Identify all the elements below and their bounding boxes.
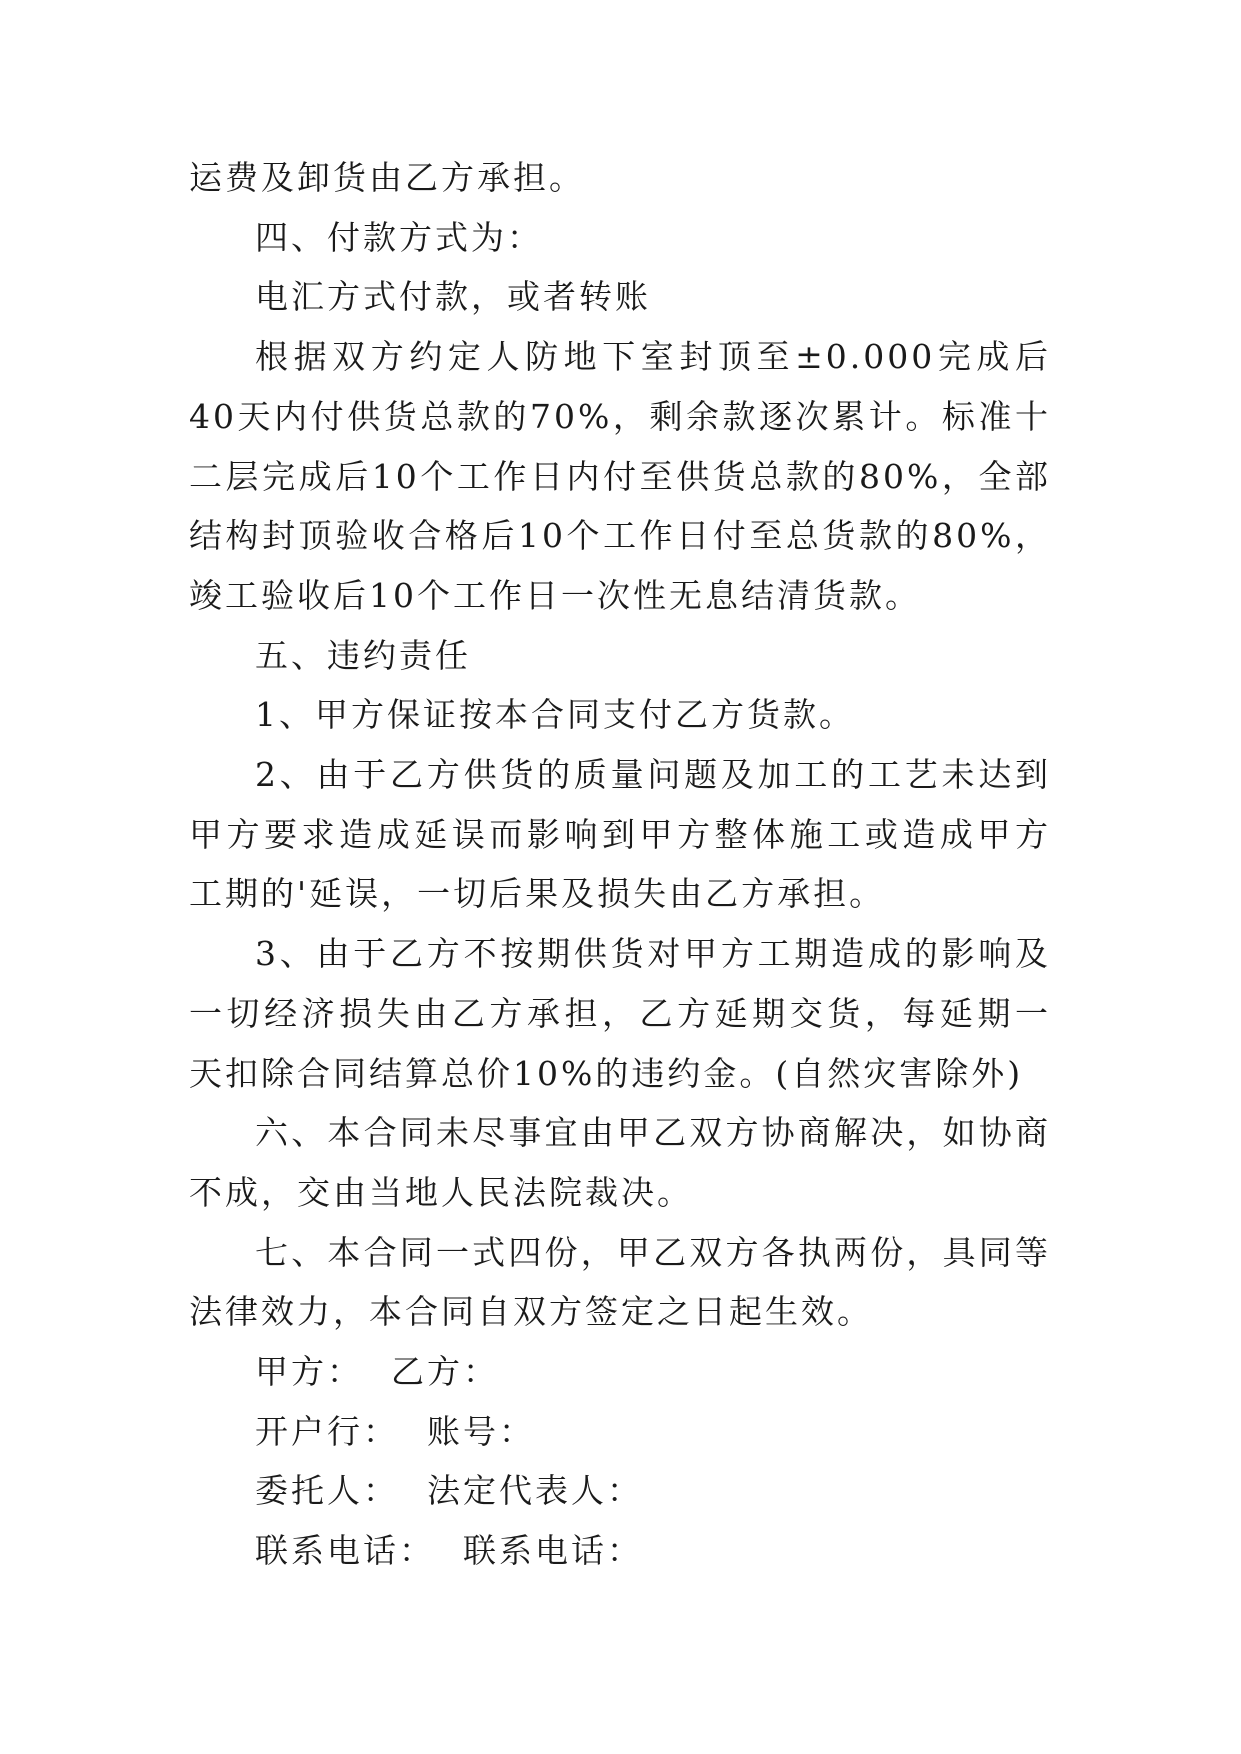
signature-row-party xyxy=(189,1342,1051,1402)
signature-row-bank xyxy=(189,1402,1051,1462)
party-a-label: 甲方： xyxy=(255,1352,363,1392)
bank-label: 开户行： xyxy=(255,1411,399,1451)
contract-body xyxy=(189,148,1051,1581)
heading-payment-method: 四、付款方式为： xyxy=(255,217,543,257)
clause-1: 1、甲方保证按本合同支付乙方货款。 xyxy=(255,695,855,735)
clause-six-disputes: 六、本合同未尽事宜由甲乙双方协商解决，如协商不成，交由当地人民法院裁决。 xyxy=(189,1113,1051,1212)
party-b-label: 乙方： xyxy=(391,1352,499,1392)
clause-2: 2、由于乙方供货的质量问题及加工的工艺未达到甲方要求造成延误而影响到甲方整体施工或造成甲方工期的'延误，一切后果及损失由乙方承担。 xyxy=(189,755,1051,914)
clause-3: 3、由于乙方不按期供货对甲方工期造成的影响及一切经济损失由乙方承担，乙方延期交货，每延期一天扣除合同结算总价10%的违约金。(自然灾害除外) xyxy=(189,934,1051,1093)
paragraph-payment-schedule: 根据双方约定人防地下室封顶至±0.000完成后40天内付供货总款的70%，剩余款逐次累计。标准十二层完成后10个工作日内付至供货总款的80%，全部结构封顶验收合格后10个工作日付至总货款的80%，竣工验收后10个工作日一次性无息结清货款。 xyxy=(189,337,1051,615)
legal-representative-label: 法定代表人： xyxy=(427,1471,643,1511)
clause-seven-copies: 七、本合同一式四份，甲乙双方各执两份，具同等法律效力，本合同自双方签定之日起生效。 xyxy=(189,1232,1051,1332)
signature-row-phone xyxy=(189,1521,1051,1581)
phone-label-a: 联系电话： xyxy=(255,1531,435,1571)
paragraph-payment-type: 电汇方式付款，或者转账 xyxy=(255,277,651,317)
agent-label: 委托人： xyxy=(255,1471,399,1511)
heading-breach-liability: 五、违约责任 xyxy=(255,635,471,675)
paragraph-shipping-cost: 运费及卸货由乙方承担。 xyxy=(189,158,585,197)
account-label: 账号： xyxy=(427,1411,535,1451)
phone-label-b: 联系电话： xyxy=(463,1531,643,1571)
signature-row-representative xyxy=(189,1461,1051,1521)
